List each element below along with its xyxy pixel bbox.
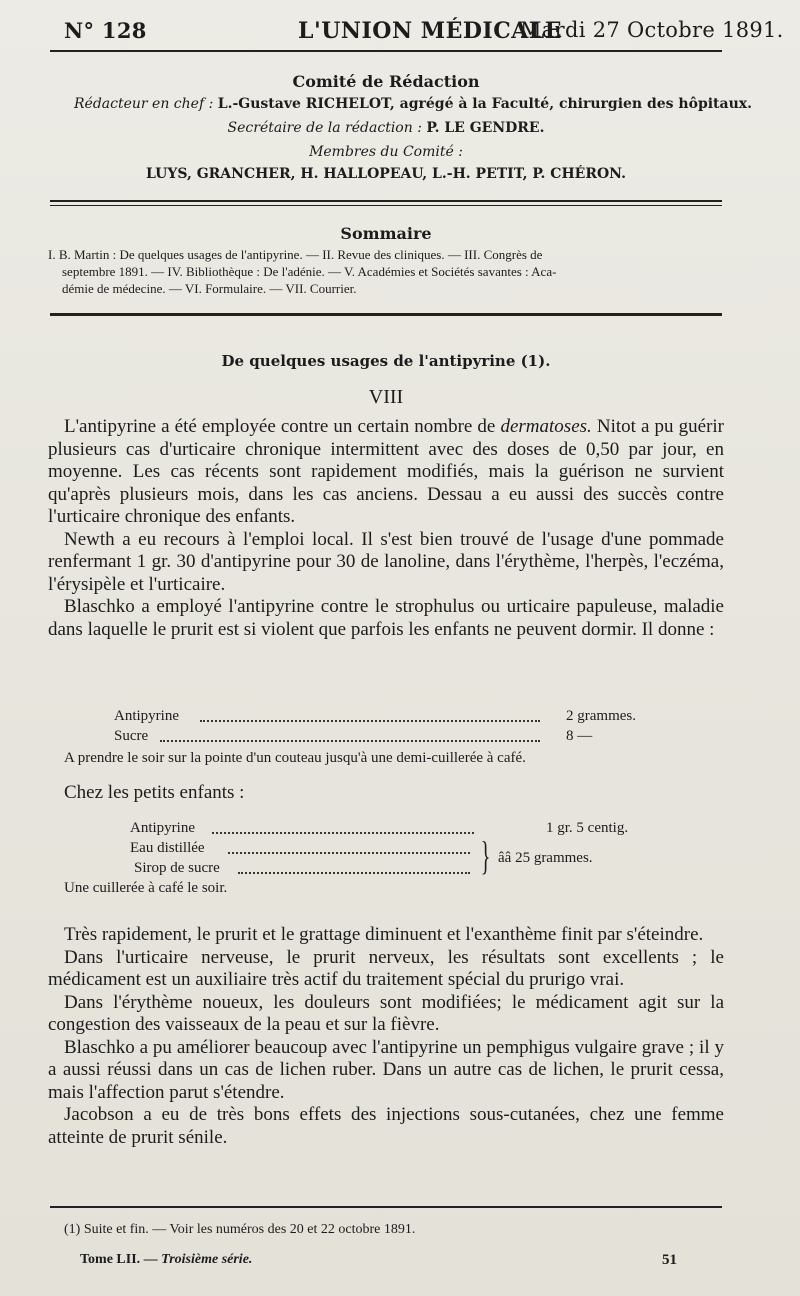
secretary-value: P. LE GENDRE. [426, 120, 545, 136]
rx2-brace: } [480, 833, 491, 878]
sommaire-line-2: septembre 1891. — IV. Bibliothèque : De l'adénie. — V. Académies et Sociétés savantes : Aca- [62, 264, 557, 279]
paragraph-1: L'antipyrine a été employée contre un certain nombre de dermatoses. Nitot a pu guérir plusieurs cas d'urticaire chronique intermittent avec des doses de 0,50 par jour, en moyenne. Les cas récents sont rapidement modifiés, mais la guérison ne survient qu'après plusieurs mois, dans les cas anciens. Dessau a eu aussi des succès contre l'urticaire chronique des enfants. [48, 416, 725, 527]
editor-value: L.-Gustave RICHELOT, agrégé à la Faculté, chirurgien des hôpitaux. [217, 96, 752, 112]
rx1-qty-1: 2 grammes. [566, 708, 636, 724]
footer-serie: Troisième série. [161, 1252, 253, 1267]
paragraph-7: Blaschko a pu améliorer beaucoup avec l'antipyrine un pemphigus vulgaire grave ; il y a aussi réussi dans un cas de lichen ruber. Dans un autre cas de lichen, le prurit cessa, mais l'affection parut s'étendre. [48, 1036, 724, 1103]
committee-title: Comité de Rédaction [292, 72, 480, 91]
rx2-item-2: Eau distillée [130, 840, 205, 856]
rx2-leader-3 [238, 872, 470, 874]
sommaire-text [48, 246, 724, 297]
rx2-leader-1 [212, 832, 474, 834]
footer-volume [80, 1252, 252, 1268]
rx2-item-1: Antipyrine [130, 820, 195, 836]
rx1-note: A prendre le soir sur la pointe d'un couteau jusqu'à une demi-cuillerée à café. [64, 750, 526, 766]
rx1-leader-1 [200, 720, 540, 722]
committee-rule [50, 200, 722, 202]
article-body-top [48, 416, 724, 641]
footer-tome: Tome LII. — [80, 1252, 162, 1267]
paragraph-4: Très rapidement, le prurit et le grattage diminuent et l'exanthème finit par s'éteindre. [64, 924, 704, 945]
rx2-qty-1: 1 gr. 5 centig. [546, 820, 629, 836]
members-value: LUYS, GRANCHER, H. HALLOPEAU, L.-H. PETIT, P. CHÉRON. [146, 166, 626, 182]
rx2-leader-2 [228, 852, 470, 854]
sommaire-line-1: I. B. Martin : De quelques usages de l'antipyrine. — II. Revue des cliniques. — III. Congrès de [48, 247, 543, 262]
journal-title: L'UNION MÉDICALE [298, 18, 563, 44]
rx1-item-1: Antipyrine [114, 708, 179, 724]
sommaire-title: Sommaire [340, 224, 432, 243]
page-number: 51 [662, 1252, 677, 1268]
paragraph-8: Jacobson a eu de très bons effets des injections sous-cutanées, chez une femme atteinte de prurit sénile. [48, 1104, 724, 1148]
rx2-qty-23: ââ 25 grammes. [498, 850, 593, 866]
section-number: VIII [368, 386, 404, 408]
issue-number: N° 128 [64, 18, 147, 43]
article-title: De quelques usages de l'antipyrine (1). [221, 352, 551, 370]
footnote-rule [50, 1206, 722, 1208]
rx1-qty-2: 8 — [566, 728, 593, 744]
paragraph-5: Dans l'urticaire nerveuse, le prurit nerveux, les résultats sont excellents ; le médicament est un auxiliaire très actif du traitement spécial du prurigo vrai. [48, 946, 724, 990]
paragraph-3: Blaschko a employé l'antipyrine contre le strophulus ou urticaire papuleuse, maladie dans laquelle le prurit est si violent que parfois les enfants ne peuvent dormir. Il donne : [48, 596, 724, 640]
issue-date: Mardi 27 Octobre 1891. [520, 18, 784, 42]
members-label: Membres du Comité : [309, 144, 463, 160]
sommaire-line-3: démie de médecine. — VI. Formulaire. — VII. Courrier. [62, 281, 357, 296]
rx1-item-2: Sucre [114, 728, 149, 744]
rx2-item-3: Sirop de sucre [134, 860, 220, 876]
secretary-line [50, 120, 722, 136]
editor-label: Rédacteur en chef : [74, 96, 214, 112]
committee-rule-thin [50, 205, 722, 206]
rx2-note: Une cuillerée à café le soir. [64, 880, 228, 896]
sommaire-rule [50, 313, 722, 316]
header-rule [50, 50, 722, 52]
rx1-leader-2 [160, 740, 540, 742]
secretary-label: Secrétaire de la rédaction : [227, 120, 422, 136]
footnote: (1) Suite et fin. — Voir les numéros des 20 et 22 octobre 1891. [64, 1222, 416, 1237]
paragraph-2: Newth a eu recours à l'emploi local. Il s'est bien trouvé de l'usage d'une pommade renfermant 1 gr. 30 d'antipyrine pour 30 de lanoline, dans l'érythème, l'herpès, l'eczéma, l'érysipèle et l'urticaire. [48, 528, 724, 595]
article-body-bottom [48, 924, 724, 1149]
editor-line [74, 96, 752, 112]
children-heading: Chez les petits enfants : [64, 782, 245, 803]
paragraph-6: Dans l'érythème noueux, les douleurs sont modifiées; le médicament agit sur la congestion des vaisseaux de la peau et sur la fièvre. [48, 991, 724, 1035]
